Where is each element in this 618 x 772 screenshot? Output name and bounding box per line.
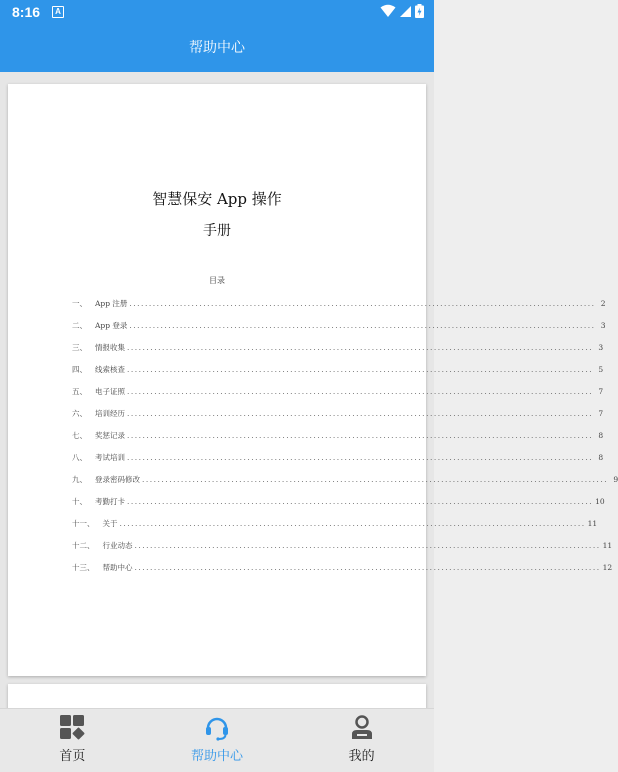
toc-entry-leader: ........................................................................................................................ — [127, 365, 594, 374]
page-title: 帮助中心 — [189, 40, 245, 56]
toc-entry — [72, 320, 606, 342]
toc-entry-number: 二、 — [72, 321, 87, 330]
user-icon — [348, 713, 376, 741]
toc-entry — [72, 408, 604, 430]
toc-entry-label: 线索核查 — [95, 365, 125, 374]
toc-entry-page: 7 — [598, 387, 604, 396]
toc-entry-leader: ........................................................................................................................ — [127, 387, 594, 396]
toc-entry-page: 12 — [602, 563, 613, 572]
toc-entry-label: 培训经历 — [95, 409, 125, 418]
toc-entry-label: 情报收集 — [95, 343, 125, 352]
toc-entry — [72, 342, 604, 364]
toc-heading: 目录 — [209, 276, 225, 285]
toc-entry-leader: ........................................................................................................................ — [129, 321, 596, 330]
toc-entry-number: 三、 — [72, 343, 87, 352]
status-bar — [0, 0, 434, 24]
notification-icon: A — [52, 6, 64, 18]
toc-entry-number: 四、 — [72, 365, 87, 374]
battery-icon — [415, 4, 424, 18]
toc-entry-label: App 注册 — [95, 299, 128, 308]
table-of-contents — [72, 298, 618, 584]
toc-entry — [72, 430, 604, 452]
toc-entry-leader: ........................................................................................................................ — [142, 475, 609, 484]
toc-entry-label: 考勤打卡 — [95, 497, 125, 506]
toc-entry — [72, 540, 613, 562]
toc-entry — [72, 298, 606, 320]
toc-entry-number: 六、 — [72, 409, 87, 418]
toc-entry-page: 3 — [600, 321, 606, 330]
toc-entry-label: 电子证照 — [95, 387, 125, 396]
toc-entry-page: 8 — [598, 431, 604, 440]
toc-entry — [72, 562, 613, 584]
toc-entry-page: 11 — [602, 541, 613, 550]
document-page — [8, 84, 618, 676]
toc-entry-page: 10 — [595, 497, 605, 506]
headset-icon — [203, 713, 231, 741]
toc-entry — [72, 364, 604, 386]
toc-entry-leader: ........................................................................................................................ — [129, 299, 596, 308]
signal-icon — [399, 5, 412, 18]
toc-entry-label: 登录密码修改 — [95, 475, 140, 484]
toc-entry-number: 十二、 — [72, 541, 95, 550]
document-title: 智慧保安 App 操作 — [152, 190, 282, 208]
toc-entry-leader: ........................................................................................................................ — [134, 563, 601, 572]
app-bar — [0, 24, 434, 72]
toc-entry-label: 关于 — [102, 519, 118, 528]
toc-entry — [72, 474, 618, 496]
nav-item-home[interactable] — [0, 709, 145, 772]
toc-entry-page: 7 — [598, 409, 604, 418]
toc-entry-page: 2 — [600, 299, 606, 308]
nav-item-help-center[interactable] — [145, 709, 290, 772]
toc-entry-label: App 登录 — [95, 321, 128, 330]
toc-entry-number: 八、 — [72, 453, 87, 462]
nav-label-home: 首页 — [59, 749, 86, 764]
bottom-navigation — [0, 708, 434, 772]
toc-entry-label: 奖惩记录 — [95, 431, 125, 440]
toc-entry-label: 行业动态 — [102, 541, 133, 550]
toc-entry — [72, 452, 604, 474]
toc-entry-leader: ........................................................................................................................ — [119, 519, 586, 528]
toc-entry-label: 帮助中心 — [102, 563, 133, 572]
nav-item-profile[interactable] — [289, 709, 434, 772]
toc-entry-leader: ........................................................................................................................ — [127, 453, 594, 462]
status-time: 8:16 — [12, 4, 41, 20]
toc-entry-page: 11 — [587, 519, 598, 528]
document-viewer[interactable] — [0, 72, 618, 708]
toc-entry-leader: ........................................................................................................................ — [127, 431, 594, 440]
toc-entry — [72, 496, 605, 518]
toc-entry-number: 十一、 — [72, 519, 95, 528]
toc-entry-page: 5 — [598, 365, 604, 374]
wifi-icon — [380, 4, 396, 18]
toc-entry-page: 3 — [598, 343, 604, 352]
toc-entry — [72, 518, 598, 540]
toc-entry-leader: ........................................................................................................................ — [127, 409, 594, 418]
toc-entry — [72, 386, 604, 408]
toc-entry-leader: ........................................................................................................................ — [127, 497, 594, 506]
toc-entry-number: 七、 — [72, 431, 87, 440]
toc-entry-number: 一、 — [72, 299, 87, 308]
nav-label-help-center: 帮助中心 — [191, 749, 244, 764]
home-grid-icon — [58, 713, 86, 741]
document-subtitle: 手册 — [203, 223, 231, 239]
toc-entry-number: 十三、 — [72, 563, 95, 572]
toc-entry-page: 8 — [598, 453, 604, 462]
toc-entry-number: 十、 — [72, 497, 87, 506]
toc-entry-number: 九、 — [72, 475, 87, 484]
nav-label-profile: 我的 — [348, 749, 375, 764]
toc-entry-label: 考试培训 — [95, 453, 125, 462]
toc-entry-page: 9 — [613, 475, 618, 484]
toc-entry-leader: ........................................................................................................................ — [134, 541, 601, 550]
toc-entry-number: 五、 — [72, 387, 87, 396]
status-icons — [380, 4, 424, 18]
toc-entry-leader: ........................................................................................................................ — [127, 343, 594, 352]
